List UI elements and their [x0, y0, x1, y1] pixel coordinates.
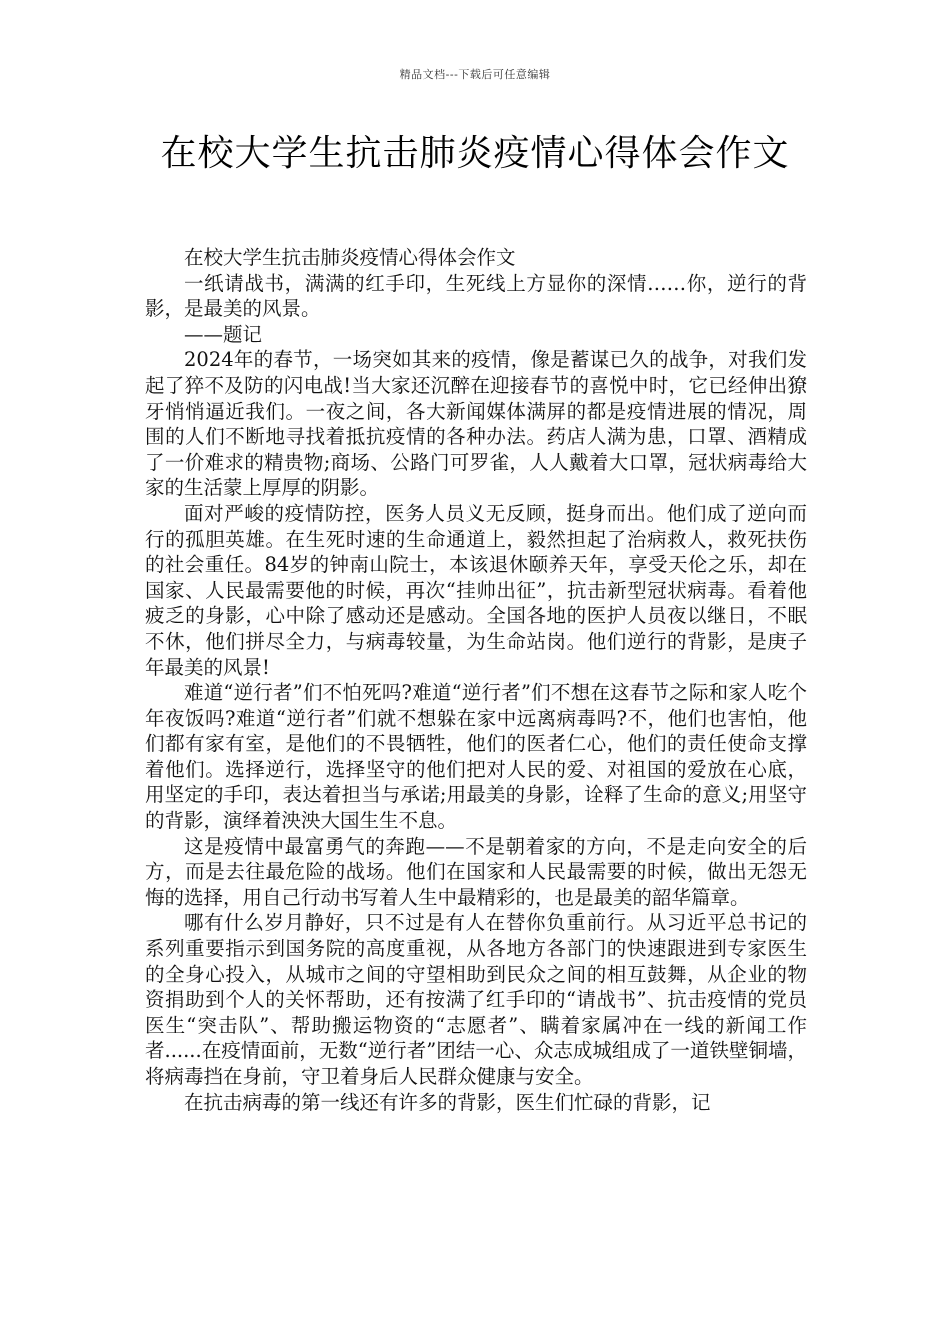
body-paragraph: 一纸请战书，满满的红手印，生死线上方显你的深情……你，逆行的背影，是最美的风景。: [145, 271, 807, 321]
body-paragraph: 在抗击病毒的第一线还有许多的背影，医生们忙碌的背影，记: [184, 1090, 711, 1114]
header-note: 精品文档---下载后可任意编辑: [399, 68, 551, 81]
epigraph-attribution: ——题记: [184, 322, 263, 346]
body-paragraph: 面对严峻的疫情防控，医务人员义无反顾，挺身而出。他们成了逆向而行的孤胆英雄。在生死时速的生命通道上，毅然担起了治病救人，救死扶伤的社会重任。84岁的钟南山院士，本该退休颐养天年，享受天伦之乐，却在国家、人民最需要他的时候，再次“挂帅出征”，抗击新型冠状病毒。看着他疲乏的身影，心中除了感动还是感动。全国各地的医护人员夜以继日，不眠不休，他们拼尽全力，与病毒较量，为生命站岗。他们逆行的背影，是庚子年最美的风景!: [145, 501, 807, 679]
document-body: [145, 245, 807, 1115]
subtitle-paragraph: 在校大学生抗击肺炎疫情心得体会作文: [184, 246, 516, 269]
body-paragraph: 这是疫情中最富勇气的奔跑——不是朝着家的方向，不是走向安全的后方，而是去往最危险的战场。他们在国家和人民最需要的时候，做出无怨无悔的选择，用自己行动书写着人生中最精彩的，也是最美的韶华篇章。: [145, 834, 807, 909]
body-paragraph: 难道“逆行者”们不怕死吗?难道“逆行者”们不想在这春节之际和家人吃个年夜饭吗?难道“逆行者”们就不想躲在家中远离病毒吗?不，他们也害怕，他们都有家有室，是他们的不畏牺牲，他们的医者仁心，他们的责任使命支撑着他们。选择逆行，选择坚守的他们把对人民的爱、对祖国的爱放在心底，用坚定的手印，表达着担当与承诺;用最美的身影，诠释了生命的意义;用坚守的背影，演绎着泱泱大国生生不息。: [145, 681, 807, 833]
body-paragraph: 哪有什么岁月静好，只不过是有人在替你负重前行。从习近平总书记的系列重要指示到国务院的高度重视，从各地方各部门的快速跟进到专家医生的全身心投入，从城市之间的守望相助到民众之间的相互鼓舞，从企业的物资捐助到个人的关怀帮助，还有按满了红手印的“请战书”、抗击疫情的党员医生“突击队”、帮助搬运物资的“志愿者”、瞒着家属冲在一线的新闻工作者......在疫情面前，无数“逆行者”团结一心、众志成城组成了一道铁壁铜墙，将病毒挡在身前，守卫着身后人民群众健康与安全。: [145, 911, 807, 1088]
body-paragraph: 2024年的春节，一场突如其来的疫情，像是蓄谋已久的战争，对我们发起了猝不及防的闪电战!当大家还沉醉在迎接春节的喜悦中时，它已经伸出獠牙悄悄逼近我们。一夜之间，各大新闻媒体满屏的都是疫情进展的情况，周围的人们不断地寻找着抵抗疫情的各种办法。药店人满为患，口罩、酒精成了一价难求的精贵物;商场、公路门可罗雀，人人戴着大口罩，冠状病毒给大家的生活蒙上厚厚的阴影。: [145, 348, 807, 500]
document-title: 在校大学生抗击肺炎疫情心得体会作文: [160, 133, 790, 174]
